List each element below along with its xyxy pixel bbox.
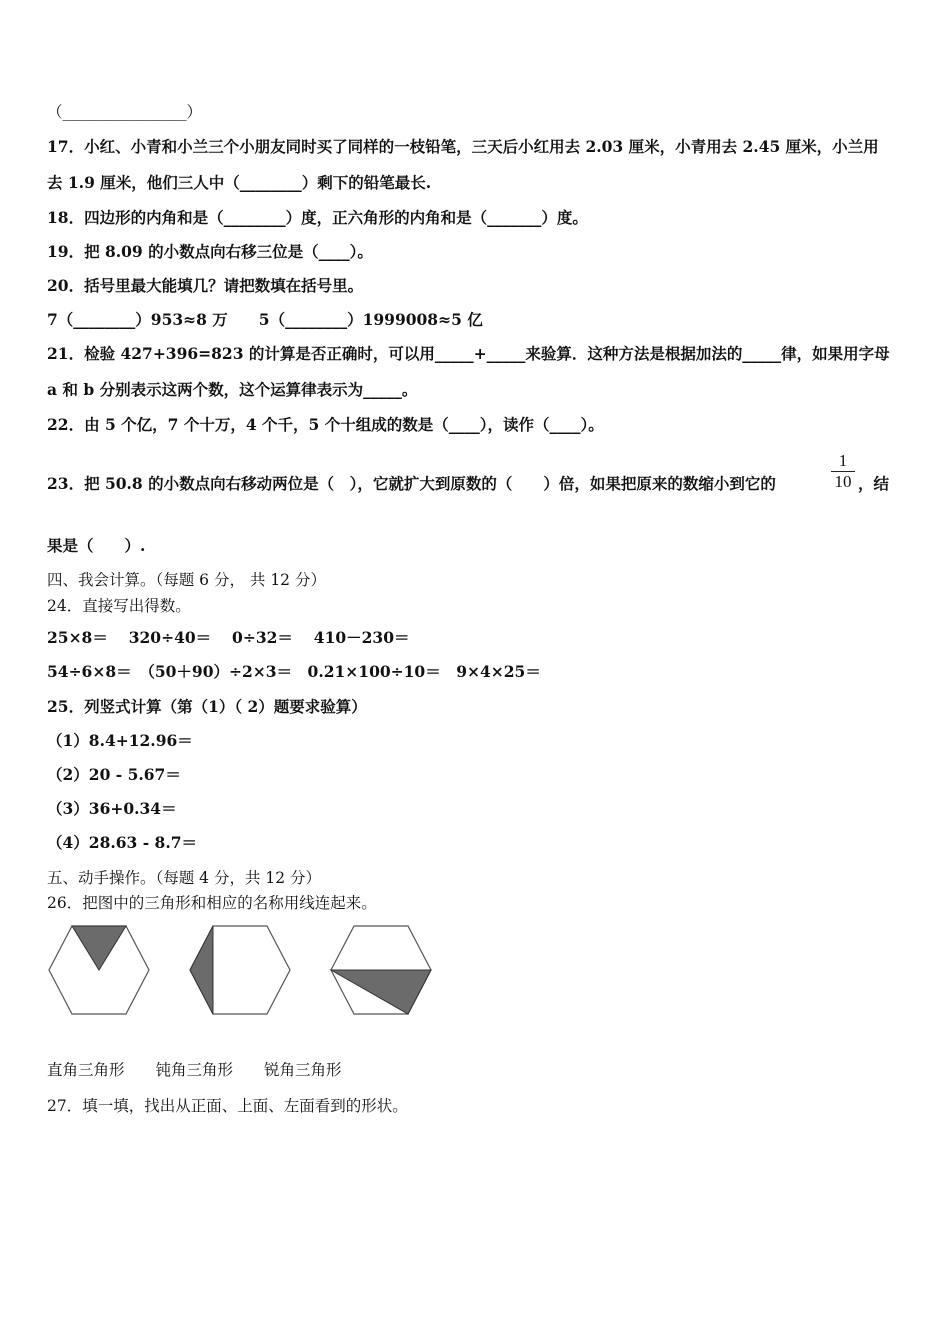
hexagon-figure-1 xyxy=(46,924,152,1016)
question-21-line1: 21．检验 427+396=823 的计算是否正确时，可以用_____+_____来验算．这种方法是根据加法的_____律，如果用字母 xyxy=(47,344,890,363)
fraction-one-tenth xyxy=(831,452,855,491)
question-20-items: 7（________）953≈8 万 5（________）1999008≈5 亿 xyxy=(47,310,483,329)
question-17-line2: 去 1.9 厘米，他们三人中（________）剩下的铅笔最长. xyxy=(47,173,432,192)
question-23-line1: 23．把 50.8 的小数点向右移动两位是（ ），它就扩大到原数的（ ）倍，如果把原来的数缩小到它的 xyxy=(47,474,776,493)
question-22: 22．由 5 个亿，7 个十万，4 个千，5 个十组成的数是（____），读作（____）。 xyxy=(47,415,604,434)
question-26: 26．把图中的三角形和相应的名称用线连起来。 xyxy=(47,894,377,912)
hexagon-figure-3 xyxy=(328,924,434,1016)
question-25: 25．列竖式计算（第（1）（ 2）题要求验算） xyxy=(47,697,367,716)
question-25-item3: （3）36+0.34＝ xyxy=(47,799,177,818)
question-17-line1: 17．小红、小青和小兰三个小朋友同时买了同样的一枝铅笔，三天后小红用去 2.03 厘米，小青用去 2.45 厘米，小兰用 xyxy=(47,137,879,156)
question-19: 19．把 8.09 的小数点向右移三位是（____）。 xyxy=(47,242,373,261)
question-24-row2: 54÷6×8＝ （50＋90）÷2×3＝ 0.21×100÷10＝ 9×4×25＝ xyxy=(47,662,541,681)
question-24-row1: 25×8＝ 320÷40＝ 0÷32＝ 410－230＝ xyxy=(47,628,410,647)
section-4-heading: 四、我会计算。（每题 6 分， 共 12 分） xyxy=(47,571,326,589)
blank-answer-line: （________________） xyxy=(47,103,203,121)
question-25-item2: （2）20 ‐ 5.67＝ xyxy=(47,765,181,784)
question-27: 27．填一填，找出从正面、上面、左面看到的形状。 xyxy=(47,1097,408,1115)
question-23-line2: 果是（ ）. xyxy=(47,536,146,555)
section-5-heading: 五、动手操作。（每题 4 分，共 12 分） xyxy=(47,869,322,887)
fraction-numerator: 1 xyxy=(838,451,848,470)
shaded-triangle-2 xyxy=(190,926,213,1014)
question-23-comma: ，结 xyxy=(858,474,890,493)
hexagon-figure-2 xyxy=(187,924,293,1016)
question-20: 20．括号里最大能填几？请把数填在括号里。 xyxy=(47,276,364,295)
question-24: 24．直接写出得数。 xyxy=(47,597,191,615)
fraction-denominator: 10 xyxy=(834,472,852,491)
question-25-item1: （1）8.4+12.96＝ xyxy=(47,731,193,750)
triangle-name-labels: 直角三角形 钝角三角形 锐角三角形 xyxy=(47,1061,342,1079)
question-25-item4: （4）28.63 ‐ 8.7＝ xyxy=(47,833,198,852)
question-21-line2: a 和 b 分别表示这两个数，这个运算律表示为_____。 xyxy=(47,380,418,399)
question-18: 18．四边形的内角和是（________）度，正六角形的内角和是（_______）度。 xyxy=(47,208,588,227)
